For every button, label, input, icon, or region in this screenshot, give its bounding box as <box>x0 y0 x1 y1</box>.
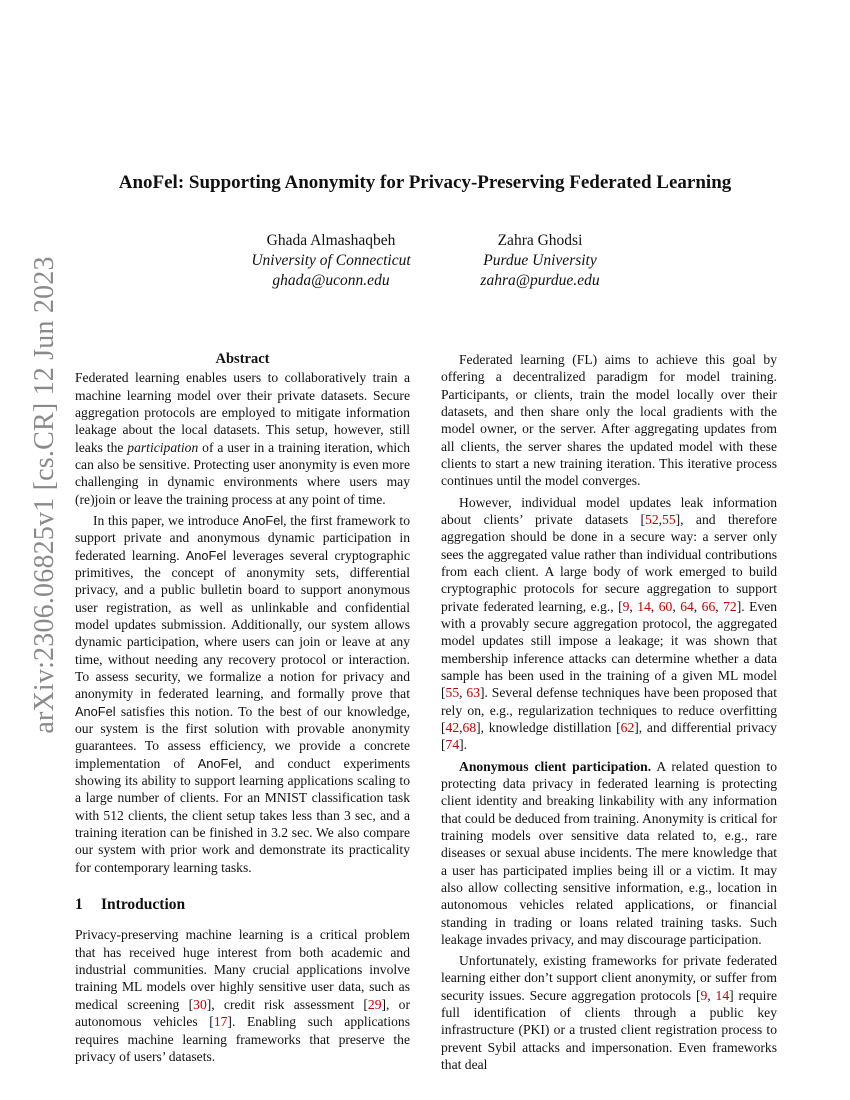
citation-link[interactable]: 74 <box>445 737 460 753</box>
citation-link[interactable]: 14 <box>637 598 651 614</box>
author-name: Zahra Ghodsi <box>497 232 583 249</box>
citation-link[interactable]: 29 <box>367 996 382 1012</box>
citation-link[interactable]: 9 <box>622 598 630 614</box>
citation-link[interactable]: 14 <box>715 987 730 1003</box>
arxiv-identifier-sidebar <box>25 256 65 734</box>
abstract-paragraph-1: Federated learning enables users to collaboratively train a machine learning model over their private datasets. Secure aggregation protocols are employed to mitigate information leakage about the local datasets. This setup, however, still leaks the participation of a user in a training iteration, which can also be sensitive. Protecting user anonymity is even more challenging in dynamic environments where users may (re)join or leave the training process at any point of time. <box>75 370 411 507</box>
author-affiliation: University of Connecticut <box>251 252 411 269</box>
paper-title: AnoFel: Supporting Anonymity for Privacy-Preserving Federated Learning <box>118 172 732 193</box>
citation-link[interactable]: 60 <box>658 598 673 614</box>
body-paragraph-anonymity: Anonymous client participation. A related question to protecting data privacy in federated learning is protecting client identity and breaking linkability with any information that could be deduced from training. Anonymity is critical for training models over sensitive data related to, e.g., rare diseases or sexual abuse incidents. The mere knowledge that a user has participated implies being ill or a victim. It may also allow collecting sensitive information, e.g., location in autonomous vehicles related applications, or financial standing in trading or loans related training tasks. Such leakage invades privacy, and may discourage participation. <box>441 758 777 947</box>
citation-link[interactable]: 63 <box>466 685 480 701</box>
citation-link[interactable]: 62 <box>620 720 635 736</box>
citation-link[interactable]: 9 <box>700 987 708 1003</box>
citation-link[interactable]: 66 <box>701 598 716 614</box>
body-paragraph-aggregation: However, individual model updates leak information about clients’ private datasets [52,55], and therefore aggregation should be done in a secure way: a server only sees the aggregated value rather than individual contributions from each client. A large body of work emerged to build cryptographic protocols for secure aggregation to support private federated learning, e.g., [9, 14, 60, 64, 66, 72]. Even with a provably secure aggregation protocol, the aggregated model updates still impose a leakage; it was shown that membership inference attacks can determine whether a data sample has been used in the training of a given ML model [55, 63]. Several defense techniques have been proposed that rely on, e.g., regularization techniques to reduce overfitting [42,68], knowledge distillation [62], and differential privacy [74]. <box>441 494 778 753</box>
citation-link[interactable]: 64 <box>680 598 694 614</box>
citation-link[interactable]: 72 <box>723 598 737 614</box>
system-name: AnoFel <box>197 755 239 771</box>
section-heading-introduction <box>75 896 410 913</box>
citation-link[interactable]: 55 <box>662 511 676 527</box>
author-name: Ghada Almashaqbeh <box>266 232 396 249</box>
author-email: ghada@uconn.edu <box>272 272 390 289</box>
abstract-heading: Abstract <box>215 351 270 367</box>
body-paragraph-frameworks: Unfortunately, existing frameworks for private federated learning either don’t support client anonymity, or suffer from security issues. Secure aggregation protocols [9, 14] require full identification of clients through a public key infrastructure (PKI) or a trusted client registration process to prevent Sybil attacks and impersonation. Even frameworks that deal <box>441 953 778 1073</box>
citation-link[interactable]: 52 <box>645 511 659 527</box>
citation-link[interactable]: 30 <box>193 996 207 1012</box>
section-title: Introduction <box>101 896 186 914</box>
system-name: AnoFel <box>242 512 284 528</box>
right-column <box>441 351 777 1077</box>
citation-link[interactable]: 42 <box>445 720 460 736</box>
section-number: 1 <box>75 896 83 914</box>
author-email: zahra@purdue.edu <box>480 272 600 289</box>
author-block-2 <box>440 231 640 291</box>
intro-paragraph-1: Privacy-preserving machine learning is a critical problem that has received huge interest from both academic and industrial communities. Many crucial applications involve training ML models over highly sensitive user data, such as medical screening [30], credit risk assessment [29], or autonomous vehicles [17]. Enabling such applications requires machine learning frameworks that preserve the privacy of users’ datasets. <box>75 927 411 1064</box>
author-affiliation: Purdue University <box>483 252 597 269</box>
citation-link[interactable]: 17 <box>213 1014 228 1030</box>
left-column <box>75 351 410 1069</box>
system-name: AnoFel <box>185 547 227 563</box>
runin-heading: Anonymous client participation. <box>459 758 652 774</box>
citation-link[interactable]: 55 <box>445 685 460 701</box>
citation-link[interactable]: 68 <box>462 720 477 736</box>
arxiv-identifier-text: arXiv:2306.06825v1 [cs.CR] 12 Jun 2023 <box>29 256 60 734</box>
system-name: AnoFel <box>75 703 116 719</box>
body-paragraph-fl: Federated learning (FL) aims to achieve this goal by offering a decentralized paradigm for model training. Participants, or clients, train the model locally over their datasets, and then share only the local gradients with the model owner, or the server. After aggregating updates from all clients, the server shares the updated model with these clients to start a new training iteration. This iterative process continues until the model converges. <box>441 352 777 489</box>
author-block-1 <box>231 231 431 291</box>
abstract-paragraph-2: In this paper, we introduce AnoFel, the first framework to support private and anonymous dynamic participation in federated learning. AnoFel leverages several cryptographic primitives, the concept of anonymity sets, differential privacy, and a public bulletin board to support anonymous user registration, as well as unlinkable and confidential model updates submission. Additionally, our system allows dynamic participation, where users can join or leave at any time, without needing any recovery protocol or interaction. To assess security, we formalize a notion for privacy and anonymity in federated learning, and formally prove that AnoFel satisfies this notion. To the best of our knowledge, our system is the first solution with provable anonymity guarantees. To assess efficiency, we provide a concrete implementation of AnoFel, and conduct experiments showing its ability to support learning applications scaling to a large number of clients. For an MNIST classification task with 512 clients, the client setup takes less than 3 sec, and a training iteration can be finished in 3.2 sec. We also compare our system with prior work and demonstrate its practicality for contemporary learning tasks. <box>75 512 411 875</box>
